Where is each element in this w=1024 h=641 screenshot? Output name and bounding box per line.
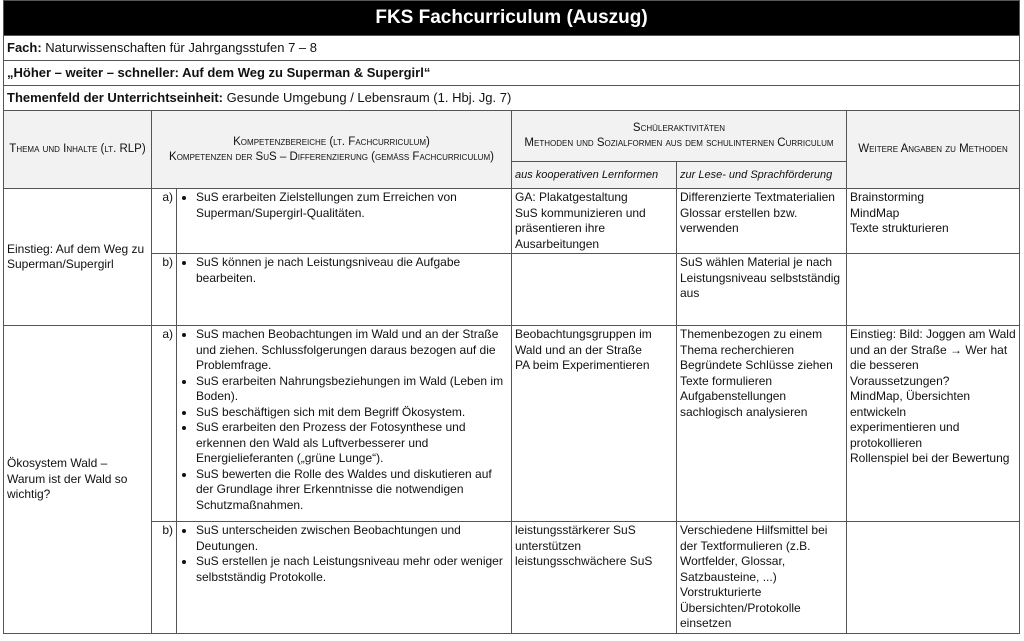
competence-item: • SuS erstellen je nach Leistungsniveau mehr oder weniger selbstständig Protokolle. [196, 554, 508, 585]
table-row [4, 522, 1020, 634]
competence-item: • SuS bewerten die Rolle des Waldes und diskutieren auf der Grundlage ihrer Erkenntnisse die notwendigen Schutzmaßnahmen. [196, 467, 508, 514]
competence-cell [177, 254, 512, 326]
header-koop: aus kooperativen Lernformen [512, 162, 677, 189]
competence-cell [177, 189, 512, 254]
koop-cell-line: Beobachtungsgruppen im Wald und an der Straße [515, 327, 652, 357]
weitere-cell-line: Rollenspiel bei der Bewertung [850, 451, 1010, 465]
table-row [4, 326, 1020, 522]
row-label: b) [152, 254, 177, 326]
fach-value: Naturwissenschaften für Jahrgangsstufen 7 – 8 [45, 40, 318, 56]
row-label: b) [152, 522, 177, 634]
theme-cell: Ökosystem Wald – Warum ist der Wald so wichtig? [4, 326, 152, 634]
lese-cell [677, 189, 847, 254]
koop-cell [512, 189, 677, 254]
weitere-cell [847, 326, 1020, 522]
koop-cell [512, 326, 677, 522]
fach-label: Fach: [7, 40, 42, 56]
koop-cell-line: PA beim Experimentieren [515, 358, 650, 372]
competence-cell [177, 522, 512, 634]
header-kompetenz: Kompetenzbereiche (lt. Fachcurriculum) Kompetenzen der SuS – Differenzierung (gemäß Fachcurriculum) [152, 111, 512, 189]
header-lese: zur Lese- und Sprachförderung [677, 162, 847, 189]
lese-cell-line: Glossar erstellen bzw. verwenden [680, 205, 798, 235]
competence-item: • SuS machen Beobachtungen im Wald und an der Straße und ziehen. Schlussfolgerungen daraus bezogen auf die Problemfrage. [196, 327, 508, 374]
header-thema: Thema und Inhalte (lt. RLP) [4, 111, 152, 189]
themenfeld-row [4, 86, 1020, 111]
competence-item: • SuS unterscheiden zwischen Beobachtungen und Deutungen. [196, 523, 508, 554]
koop-cell [512, 254, 677, 326]
lese-cell-line: Texte formulieren [680, 373, 773, 388]
competence-item: • SuS erarbeiten Nahrungsbeziehungen im Wald (Leben im Boden). [196, 374, 508, 405]
weitere-cell-line: Brainstorming [850, 190, 925, 204]
weitere-cell-line: Einstieg: Bild: Joggen am Wald und an der Straße → Wer hat die besseren Voraussetzungen? [850, 327, 1016, 388]
weitere-cell-line: MindMap, Übersichten entwickeln [850, 389, 971, 419]
row-label: a) [152, 326, 177, 522]
fach-row [4, 36, 1020, 61]
lese-cell-line: Verschiedene Hilfsmittel bei der Textformulieren (z.B. Wortfelder, Glossar, Satzbausteine, ...) [680, 523, 828, 584]
header-schueler: Schüleraktivitäten Methoden und Sozialformen aus dem schulinternen Curriculum [512, 111, 847, 162]
weitere-cell [847, 189, 1020, 254]
table-row [4, 189, 1020, 254]
lese-cell-line: Themenbezogen zu einem Thema recherchieren [680, 327, 823, 357]
lese-cell [677, 254, 847, 326]
themenfeld-label: Themenfeld der Unterrichtseinheit: [7, 90, 223, 106]
weitere-cell-line: MindMap [850, 205, 900, 220]
lese-cell-line: Differenzierte Textmaterialien [680, 190, 835, 204]
koop-cell-line: GA: Plakatgestaltung [515, 190, 628, 204]
koop-cell-line: leistungsstärkerer SuS unterstützen leistungsschwächere SuS [515, 523, 653, 568]
lese-cell [677, 326, 847, 522]
weitere-cell [847, 522, 1020, 634]
competence-item: • SuS können je nach Leistungsniveau die Aufgabe bearbeiten. [196, 255, 508, 286]
themenfeld-value: Gesunde Umgebung / Lebensraum (1. Hbj. Jg. 7) [226, 90, 512, 106]
koop-cell-line: SuS kommunizieren und präsentieren ihre Ausarbeitungen [515, 205, 646, 251]
lese-cell-line: SuS wählen Material je nach Leistungsniveau selbstständig aus [680, 255, 841, 300]
koop-cell [512, 522, 677, 634]
lese-cell-line: Aufgabenstellungen sachlogisch analysieren [680, 389, 808, 419]
curriculum-table [3, 0, 1020, 634]
theme-cell: Einstieg: Auf dem Weg zu Superman/Supergirl [4, 189, 152, 326]
row-label: a) [152, 189, 177, 254]
header-weitere: Weitere Angaben zu Methoden [847, 111, 1020, 189]
weitere-cell-line: experimentieren und protokollieren [850, 420, 960, 450]
competence-item: • SuS beschäftigen sich mit dem Begriff Ökosystem. [196, 405, 508, 421]
table-row [4, 254, 1020, 326]
competence-item: • SuS erarbeiten den Prozess der Fotosynthese und erkennen den Wald als Luftverbesserer und Energielieferanten („grüne Lunge“). [196, 420, 508, 467]
weitere-cell [847, 254, 1020, 326]
competence-item: • SuS erarbeiten Zielstellungen zum Erreichen von Superman/Supergirl-Qualitäten. [196, 190, 508, 221]
unit-title: „Höher – weiter – schneller: Auf dem Weg zu Superman & Supergirl“ [4, 61, 1020, 86]
lese-cell-line: Vorstrukturierte Übersichten/Protokolle einsetzen [680, 585, 801, 630]
competence-cell [177, 326, 512, 522]
lese-cell [677, 522, 847, 634]
weitere-cell-line: Texte strukturieren [850, 221, 949, 235]
lese-cell-line: Begründete Schlüsse ziehen [680, 358, 833, 372]
document-title: FKS Fachcurriculum (Auszug) [4, 1, 1020, 36]
